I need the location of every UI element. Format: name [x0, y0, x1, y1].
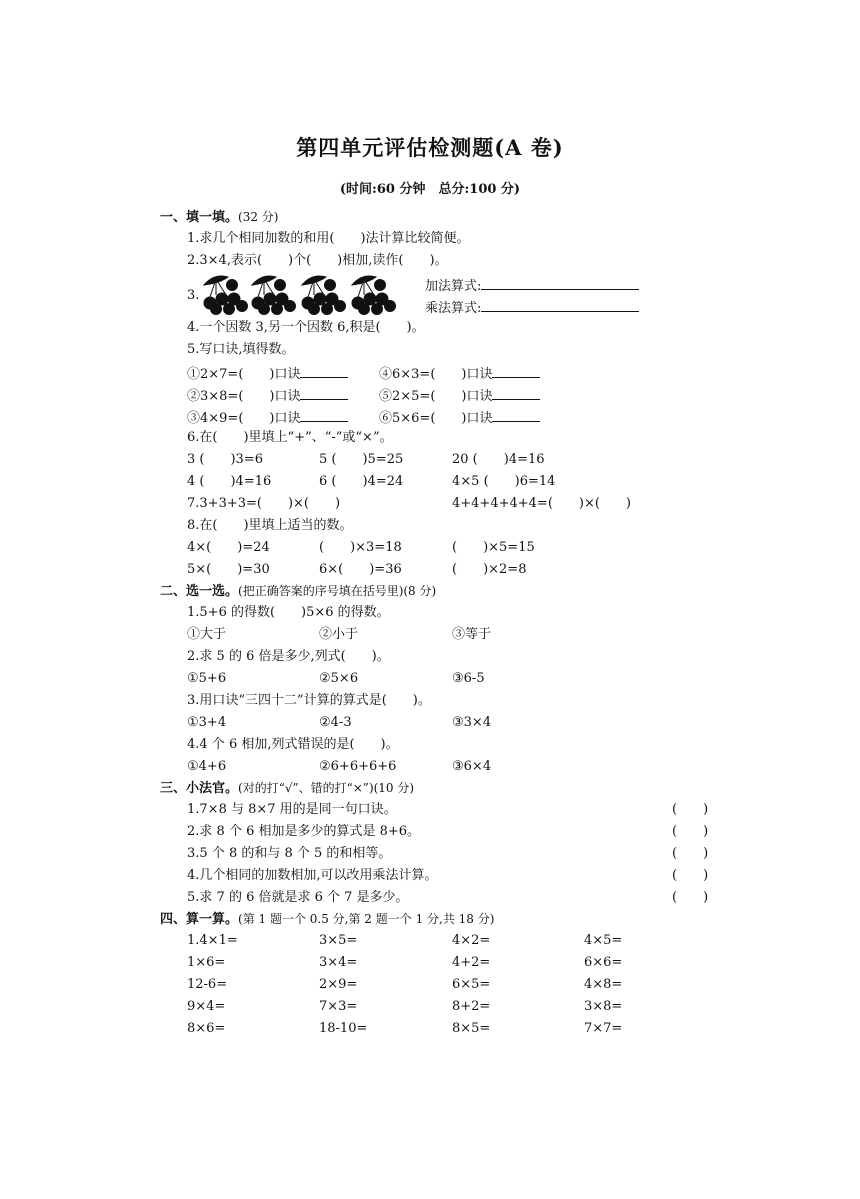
q8-item: 4×( )=24 [187, 540, 270, 555]
calc-item: 3×5= [319, 933, 358, 948]
mnemonic-blank[interactable] [300, 407, 348, 422]
q5-item: ②3×8=( )口诀 [187, 385, 348, 406]
choice-option[interactable]: ③3×4 [452, 715, 492, 730]
question-1-5: 5.写口诀,填得数。 [187, 342, 295, 357]
calc-item: 8×6= [187, 1021, 226, 1036]
calc-item: 4+2= [452, 955, 491, 970]
calc-item: 3×4= [319, 955, 358, 970]
calc-item: 7×7= [584, 1021, 623, 1036]
q8-item: ( )×2=8 [452, 562, 527, 577]
choice-question: 3.用口诀“三四十二”计算的算式是( )。 [187, 693, 431, 708]
q8-item: ( )×5=15 [452, 540, 535, 555]
calc-item: 7×3= [319, 999, 358, 1014]
choice-option[interactable]: ②5×6 [319, 671, 359, 686]
q8-item: 6×( )=36 [319, 562, 402, 577]
q8-item: 5×( )=30 [187, 562, 270, 577]
section-1-title: 一、填一填。 [160, 210, 239, 225]
question-1-1: 1.求几个相同加数的和用( )法计算比较简便。 [187, 231, 470, 246]
calc-item: 4×5= [584, 933, 623, 948]
exam-info: (时间:60 分钟 总分:100 分) [339, 182, 521, 197]
multiplication-formula-line [425, 297, 639, 318]
section-1-score: (32 分) [238, 210, 279, 224]
section-2-header [160, 582, 436, 601]
mnemonic-blank[interactable] [492, 363, 540, 378]
q6-item: 5 ( )5=25 [319, 452, 404, 467]
judge-statement: 1.7×8 与 8×7 用的是同一句口诀。 [187, 802, 397, 817]
judge-answer-paren[interactable]: ( ) [672, 890, 709, 905]
judge-statement: 5.求 7 的 6 倍就是求 6 个 7 是多少。 [187, 890, 409, 905]
question-1-4: 4.一个因数 3,另一个因数 6,积是( )。 [187, 320, 425, 335]
choice-option[interactable]: ①大于 [187, 627, 227, 642]
judge-answer-paren[interactable]: ( ) [672, 868, 709, 883]
choice-option[interactable]: ③等于 [452, 627, 492, 642]
calc-item: 8×5= [452, 1021, 491, 1036]
judge-answer-paren[interactable]: ( ) [672, 846, 709, 861]
calc-item: 1.4×1= [187, 933, 238, 948]
section-4-header [160, 910, 494, 929]
q5-item: ⑤2×5=( )口诀 [379, 385, 540, 406]
q6-item: 6 ( )4=24 [319, 474, 404, 489]
addition-formula-line [425, 275, 639, 296]
calc-item: 9×4= [187, 999, 226, 1014]
choice-question: 4.4 个 6 相加,列式错误的是( )。 [187, 737, 399, 752]
q5-item: ③4×9=( )口诀 [187, 407, 348, 428]
choice-option[interactable]: ③6×4 [452, 759, 492, 774]
question-1-7b: 4+4+4+4+4=( )×( ) [452, 496, 631, 511]
judge-statement: 4.几个相同的加数相加,可以改用乘法计算。 [187, 868, 438, 883]
choice-option[interactable]: ①5+6 [187, 671, 227, 686]
addition-answer-blank[interactable] [481, 275, 639, 290]
section-3-title: 三、小法官。 [160, 781, 239, 796]
judge-answer-paren[interactable]: ( ) [672, 824, 709, 839]
q6-item: 4×5 ( )6=14 [452, 474, 556, 489]
judge-statement: 3.5 个 8 的和与 8 个 5 的和相等。 [187, 846, 392, 861]
choice-question: 2.求 5 的 6 倍是多少,列式( )。 [187, 649, 390, 664]
choice-option[interactable]: ①4+6 [187, 759, 227, 774]
mnemonic-blank[interactable] [300, 385, 348, 400]
question-1-7a: 7.3+3+3=( )×( ) [187, 496, 341, 511]
multiplication-answer-blank[interactable] [481, 297, 639, 312]
q8-item: ( )×3=18 [319, 540, 402, 555]
choice-option[interactable]: ②小于 [319, 627, 359, 642]
calc-item: 4×2= [452, 933, 491, 948]
question-1-6: 6.在( )里填上“+”、“-”或“×”。 [187, 430, 393, 445]
q6-item: 3 ( )3=6 [187, 452, 263, 467]
calc-item: 4×8= [584, 977, 623, 992]
calc-item: 3×8= [584, 999, 623, 1014]
q5-item: ①2×7=( )口诀 [187, 363, 348, 384]
q6-item: 20 ( )4=16 [452, 452, 545, 467]
question-1-8: 8.在( )里填上适当的数。 [187, 518, 353, 533]
calc-item: 1×6= [187, 955, 226, 970]
mnemonic-blank[interactable] [300, 363, 348, 378]
cherry-bunches-image [202, 273, 402, 315]
question-1-3-number: 3. [187, 288, 200, 303]
judge-statement: 2.求 8 个 6 相加是多少的算式是 8+6。 [187, 824, 421, 839]
section-3-header [160, 779, 414, 798]
calc-item: 6×6= [584, 955, 623, 970]
mnemonic-blank[interactable] [492, 385, 540, 400]
calc-item: 18-10= [319, 1021, 368, 1036]
section-2-note: (把正确答案的序号填在括号里)(8 分) [238, 584, 437, 598]
section-2-title: 二、选一选。 [160, 584, 239, 599]
calc-item: 8+2= [452, 999, 491, 1014]
calc-item: 6×5= [452, 977, 491, 992]
choice-option[interactable]: ③6-5 [452, 671, 485, 686]
section-4-title: 四、算一算。 [160, 912, 239, 927]
calc-item: 12-6= [187, 977, 228, 992]
choice-option[interactable]: ②6+6+6+6 [319, 759, 397, 774]
choice-question: 1.5+6 的得数( )5×6 的得数。 [187, 605, 390, 620]
q5-item: ⑥5×6=( )口诀 [379, 407, 540, 428]
section-1-header [160, 208, 278, 227]
addition-formula-label: 加法算式: [425, 279, 482, 294]
q5-item: ④6×3=( )口诀 [379, 363, 540, 384]
choice-option[interactable]: ②4-3 [319, 715, 352, 730]
multiplication-formula-label: 乘法算式: [425, 301, 482, 316]
mnemonic-blank[interactable] [492, 407, 540, 422]
judge-answer-paren[interactable]: ( ) [672, 802, 709, 817]
page-title: 第四单元评估检测题(A 卷) [296, 135, 564, 160]
choice-option[interactable]: ①3+4 [187, 715, 227, 730]
section-4-note: (第 1 题一个 0.5 分,第 2 题一个 1 分,共 18 分) [238, 912, 495, 926]
q6-item: 4 ( )4=16 [187, 474, 272, 489]
section-3-note: (对的打“√”、错的打“×”)(10 分) [238, 781, 415, 795]
calc-item: 2×9= [319, 977, 358, 992]
question-1-2: 2.3×4,表示( )个( )相加,读作( )。 [187, 253, 448, 268]
